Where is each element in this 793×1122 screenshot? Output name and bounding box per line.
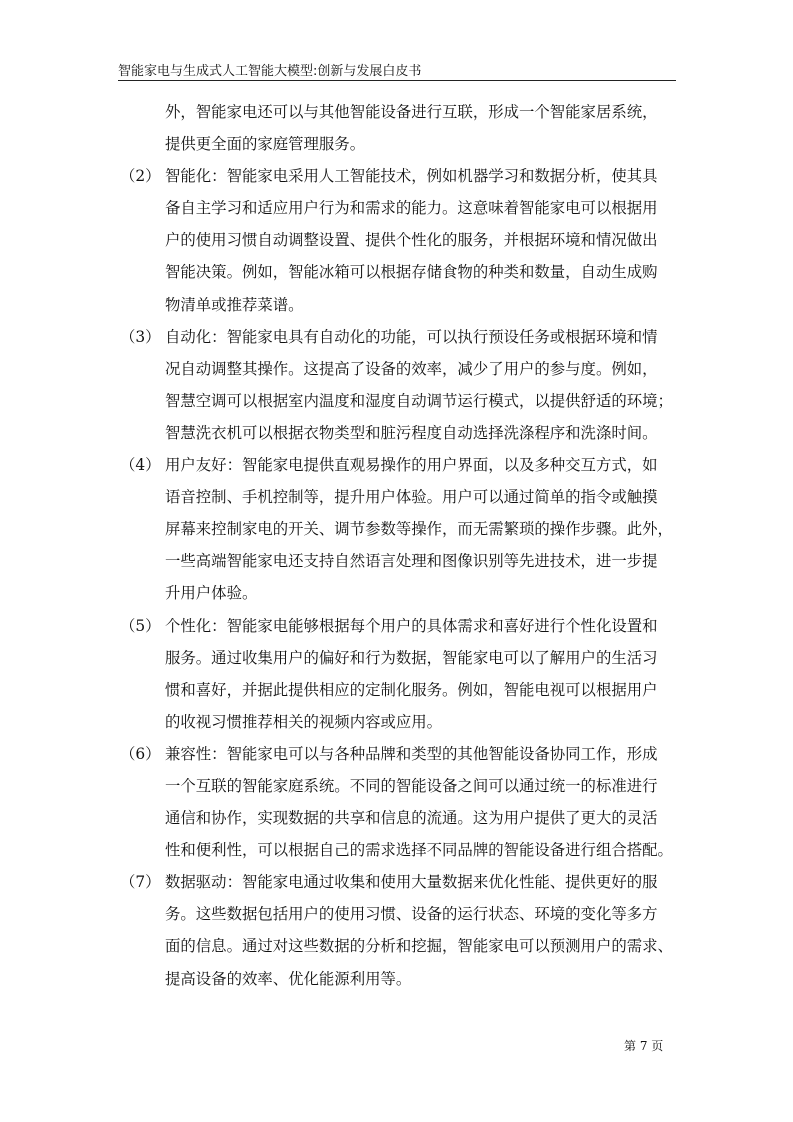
paragraph-line: 外，智能家电还可以与其他智能设备进行互联，形成一个智能家居系统， <box>165 103 658 121</box>
list-item-number: （6） <box>120 744 161 763</box>
list-item-line: 一个互联的智能家庭系统。不同的智能设备之间可以通过统一的标准进行 <box>165 776 658 795</box>
list-item-line: 升用户体验。 <box>165 584 258 603</box>
list-item-number: （3） <box>120 327 161 346</box>
list-item-line: 性和便利性，可以根据自己的需求选择不同品牌的智能设备进行组合搭配。 <box>165 841 673 860</box>
list-item-line: 智能决策。例如，智能冰箱可以根据存储食物的种类和数量，自动生成购 <box>165 263 658 282</box>
list-item-line <box>120 738 680 770</box>
list-item-line: 备自主学习和适应用户行为和需求的能力。这意味着智能家电可以根据用 <box>165 199 658 218</box>
list-item-line <box>120 610 680 642</box>
list-item-line: 的收视习惯推荐相关的视频内容或应用。 <box>165 712 443 731</box>
list-item-line <box>120 449 680 481</box>
list-item-line: 服务。通过收集用户的偏好和行为数据，智能家电可以了解用户的生活习 <box>165 648 658 667</box>
list-item-number: （2） <box>120 167 161 186</box>
list-item-line: 智慧洗衣机可以根据衣物类型和脏污程度自动选择洗涤程序和洗涤时间。 <box>165 423 658 442</box>
list-item-line: 况自动调整其操作。这提高了设备的效率，减少了用户的参与度。例如， <box>165 359 658 378</box>
list-item-text: 个性化：智能家电能够根据每个用户的具体需求和喜好进行个性化设置和 <box>165 616 658 635</box>
list-item-number: （5） <box>120 616 161 635</box>
list-item-line <box>120 321 680 353</box>
list-item-text: 数据驱动：智能家电通过收集和使用大量数据来优化性能、提供更好的服 <box>165 873 658 892</box>
list-item-line: 智慧空调可以根据室内温度和湿度自动调节运行模式，以提供舒适的环境； <box>165 391 673 410</box>
list-item-line: 务。这些数据包括用户的使用习惯、设备的运行状态、环境的变化等多方 <box>165 905 658 924</box>
header-divider <box>118 80 676 81</box>
list-item-number: （7） <box>120 873 161 892</box>
list-item-line: 一些高端智能家电还支持自然语言处理和图像识别等先进技术，进一步提 <box>165 552 658 571</box>
page-number: 第 7 页 <box>624 1039 664 1053</box>
list-item-line: 通信和协作，实现数据的共享和信息的流通。这为用户提供了更大的灵活 <box>165 809 658 828</box>
body-text <box>120 96 680 995</box>
list-item-line: 物清单或推荐菜谱。 <box>165 295 304 314</box>
list-item-line: 语音控制、手机控制等，提升用户体验。用户可以通过简单的指令或触摸 <box>165 488 658 507</box>
running-header-title: 智能家电与生成式人工智能大模型:创新与发展白皮书 <box>118 64 422 79</box>
list-item-text: 智能化：智能家电采用人工智能技术，例如机器学习和数据分析，使其具 <box>165 167 658 186</box>
list-item-line: 户的使用习惯自动调整设置、提供个性化的服务，并根据环境和情况做出 <box>165 231 658 250</box>
list-item-line <box>120 160 680 192</box>
list-item-line: 屏幕来控制家电的开关、调节参数等操作，而无需繁琐的操作步骤。此外， <box>165 520 673 539</box>
list-item-line <box>120 866 680 898</box>
list-item-number: （4） <box>120 456 161 475</box>
list-item-text: 用户友好：智能家电提供直观易操作的用户界面，以及多种交互方式，如 <box>165 456 658 475</box>
list-item-text: 自动化：智能家电具有自动化的功能，可以执行预设任务或根据环境和情 <box>165 327 658 346</box>
paragraph-line: 提供更全面的家庭管理服务。 <box>165 135 366 154</box>
list-item-line: 提高设备的效率、优化能源利用等。 <box>165 969 412 988</box>
list-item-line: 面的信息。通过对这些数据的分析和挖掘，智能家电可以预测用户的需求、 <box>165 937 673 956</box>
list-item-text: 兼容性：智能家电可以与各种品牌和类型的其他智能设备协同工作，形成 <box>165 744 658 763</box>
list-item-line: 惯和喜好，并据此提供相应的定制化服务。例如，智能电视可以根据用户 <box>165 680 658 699</box>
